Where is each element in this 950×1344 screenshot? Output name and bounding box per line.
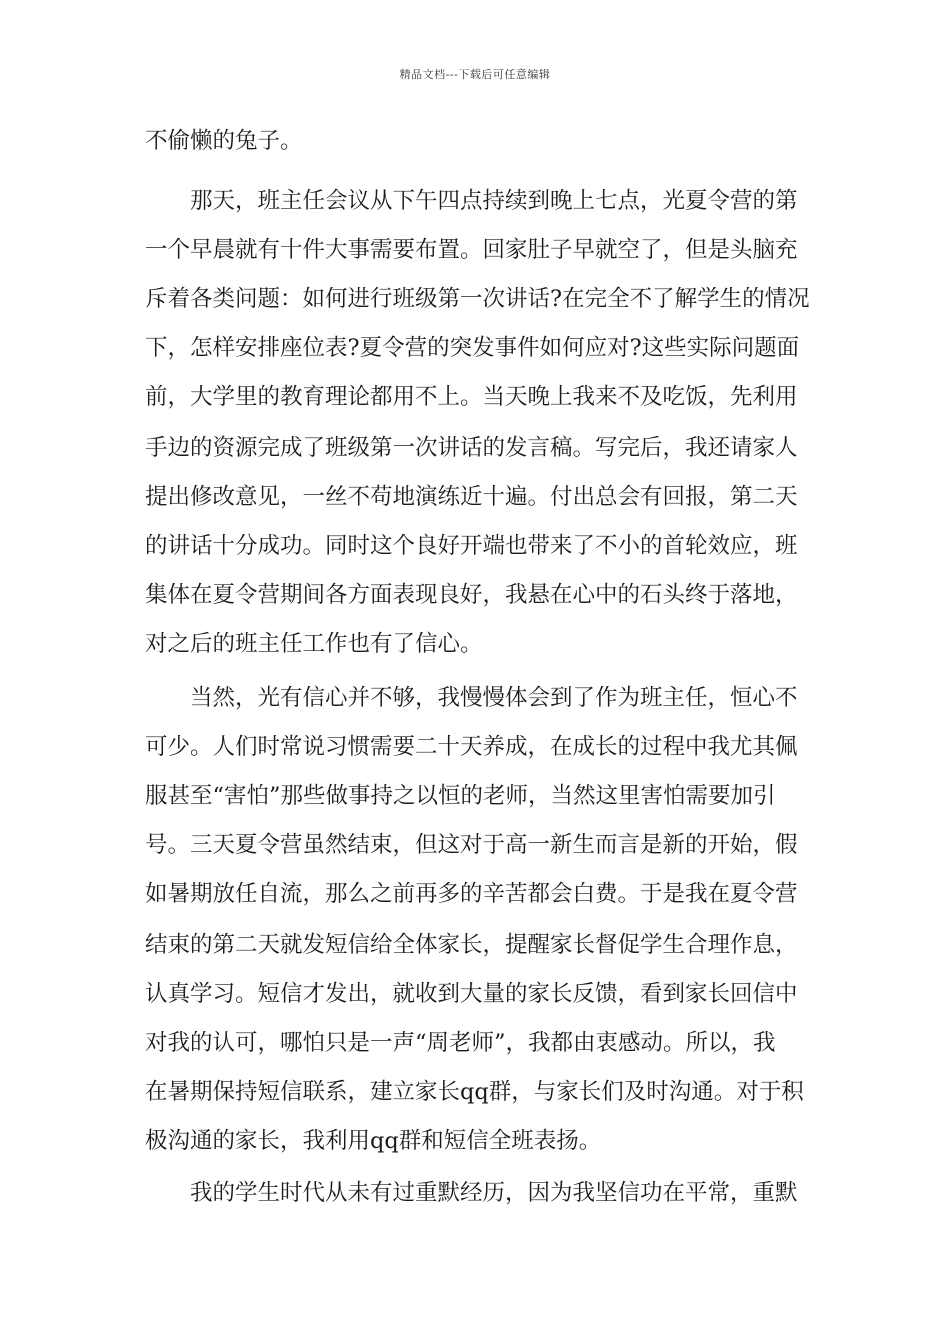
text-line: 在暑期保持短信联系，建立家长qq群，与家长们及时沟通。对于积 [145,1079,804,1105]
text-line: 对之后的班主任工作也有了信心。 [145,631,483,657]
text-line: 集体在夏令营期间各方面表现良好，我悬在心中的石头终于落地， [145,582,798,608]
page-header: 精品文档---下载后可任意编辑 [399,68,551,81]
text-line: 前，大学里的教育理论都用不上。当天晚上我来不及吃饭，先利用 [145,384,798,410]
text-line: 服甚至“害怕”那些做事持之以恒的老师，当然这里害怕需要加引 [145,783,776,809]
text-line: 号。三天夏令营虽然结束，但这对于高一新生而言是新的开始，假 [145,832,798,858]
text-line: 下，怎样安排座位表?夏令营的突发事件如何应对?这些实际问题面 [145,335,800,361]
paragraph-first-line: 那天，班主任会议从下午四点持续到晚上七点，光夏令营的第 [190,188,798,214]
text-line: 认真学习。短信才发出，就收到大量的家长反馈，看到家长回信中 [145,981,798,1007]
text-line: 可少。人们时常说习惯需要二十天养成，在成长的过程中我尤其佩 [145,734,798,760]
text-line: 手边的资源完成了班级第一次讲话的发言稿。写完后，我还请家人 [145,435,798,461]
paragraph-first-line: 我的学生时代从未有过重默经历，因为我坚信功在平常，重默 [190,1180,798,1206]
text-line: 极沟通的家长，我利用qq群和短信全班表扬。 [145,1128,602,1154]
text-line: 一个早晨就有十件大事需要布置。回家肚子早就空了，但是头脑充 [145,237,798,263]
text-line: 斥着各类问题：如何进行班级第一次讲话?在完全不了解学生的情况 [145,286,810,312]
text-line: 不偷懒的兔子。 [145,128,303,154]
text-line: 提出修改意见，一丝不苟地演练近十遍。付出总会有回报，第二天 [145,484,798,510]
text-line: 的讲话十分成功。同时这个良好开端也带来了不小的首轮效应，班 [145,533,798,559]
text-line: 如暑期放任自流，那么之前再多的辛苦都会白费。于是我在夏令营 [145,881,798,907]
text-line: 结束的第二天就发短信给全体家长，提醒家长督促学生合理作息， [145,932,798,958]
paragraph-first-line: 当然，光有信心并不够，我慢慢体会到了作为班主任，恒心不 [190,685,798,711]
text-line: 对我的认可，哪怕只是一声“周老师”，我都由衷感动。所以，我 [145,1030,776,1056]
